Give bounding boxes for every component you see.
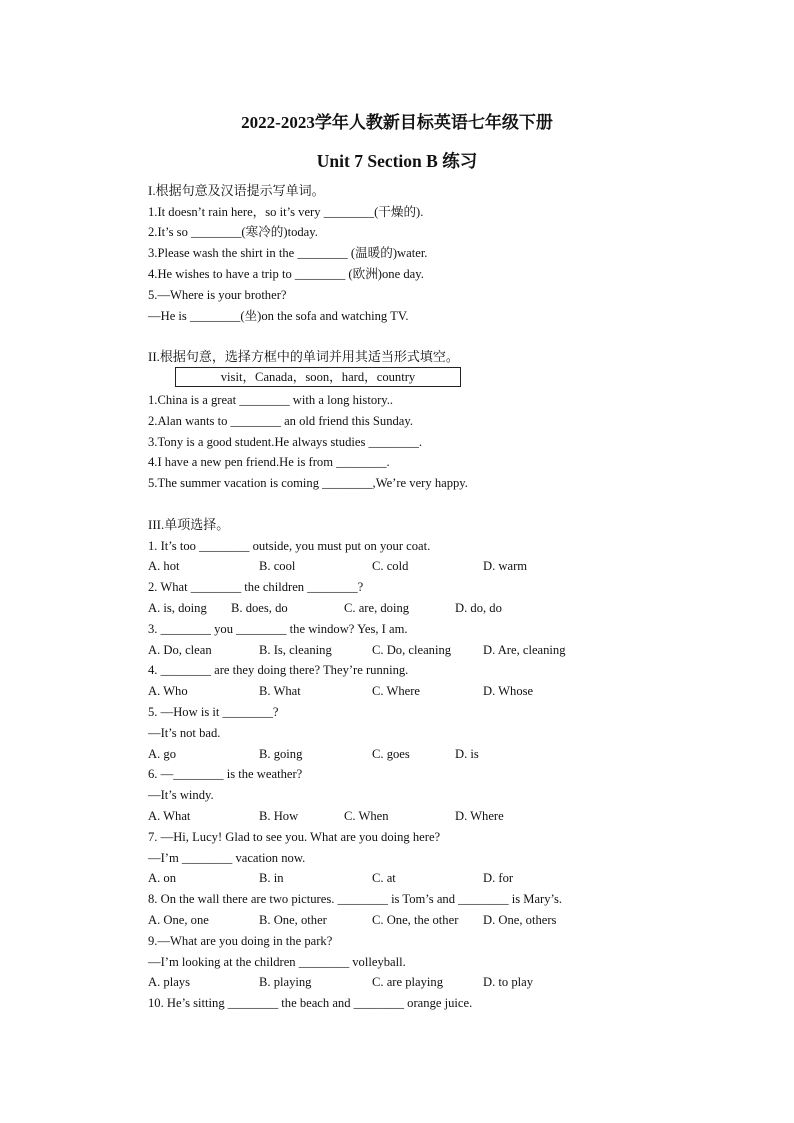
part2-heading: II.根据句意，选择方框中的单词并用其适当形式填空。 [148, 349, 459, 364]
question-8-option-d: D. One, others [483, 913, 557, 927]
question-7-option-d: D. for [483, 871, 514, 885]
part1-heading: I.根据句意及汉语提示写单词。 [148, 183, 325, 198]
question-9-option-c: C. are playing [372, 975, 443, 989]
question-5-stem: 5. —How is it ________? [148, 705, 279, 719]
question-6-option-b: B. How [259, 809, 299, 823]
word-box: visit，Canada，soon，hard，country [175, 367, 461, 387]
question-2-option-c: C. are, doing [344, 601, 410, 615]
question-6-option-c: C. When [344, 809, 389, 823]
part2-item-2: 2.Alan wants to ________ an old friend this Sunday. [148, 414, 414, 428]
question-5-option-d: D. is [455, 747, 479, 761]
question-2-option-a: A. is, doing [148, 601, 207, 615]
question-7-option-b: B. in [259, 871, 284, 885]
question-9-option-b: B. playing [259, 975, 312, 989]
question-3-option-d: D. Are, cleaning [483, 643, 566, 657]
question-7-option-c: C. at [372, 871, 396, 885]
worksheet-subtitle: Unit 7 Section B 练习 [316, 151, 478, 171]
question-1-option-c: C. cold [372, 559, 409, 573]
worksheet-title: 2022-2023学年人教新目标英语七年级下册 [241, 113, 553, 132]
question-3-option-a: A. Do, clean [148, 643, 212, 657]
part1-item-3: 3.Please wash the shirt in the ________ (温暖的)water. [148, 246, 428, 260]
part2-item-4: 4.I have a new pen friend.He is from ________. [148, 455, 390, 469]
question-9-stem: 9.—What are you doing in the park? [148, 934, 333, 948]
question-1-option-a: A. hot [148, 559, 180, 573]
question-3-option-b: B. Is, cleaning [259, 643, 332, 657]
part2-item-3: 3.Tony is a good student.He always studies ________. [148, 435, 423, 449]
part1-item-4: 4.He wishes to have a trip to ________ (欧洲)one day. [148, 267, 424, 281]
part1-item-5-answer: —He is ________(坐)on the sofa and watching TV. [148, 309, 409, 323]
question-4-option-a: A. Who [148, 684, 188, 698]
part2-item-5: 5.The summer vacation is coming ________,We’re very happy. [148, 476, 468, 490]
question-7-stem: 7. —Hi, Lucy! Glad to see you. What are you doing here? [148, 830, 441, 844]
question-9-option-d: D. to play [483, 975, 534, 989]
part1-item-2: 2.It’s so ________(寒冷的)today. [148, 225, 318, 239]
question-9-reply: —I’m looking at the children ________ volleyball. [148, 955, 406, 969]
question-4-stem: 4. ________ are they doing there? They’re running. [148, 663, 409, 677]
question-2-stem: 2. What ________ the children ________? [148, 580, 364, 594]
question-10-stem: 10. He’s sitting ________ the beach and ________ orange juice. [148, 996, 473, 1010]
question-6-option-a: A. What [148, 809, 191, 823]
question-8-option-b: B. One, other [259, 913, 327, 927]
question-8-option-a: A. One, one [148, 913, 209, 927]
question-1-option-d: D. warm [483, 559, 528, 573]
question-5-reply: —It’s not bad. [148, 726, 221, 740]
part2-item-1: 1.China is a great ________ with a long history.. [148, 393, 394, 407]
question-2-option-d: D. do, do [455, 601, 502, 615]
question-1-stem: 1. It’s too ________ outside, you must put on your coat. [148, 539, 431, 553]
question-5-option-a: A. go [148, 747, 176, 761]
question-7-option-a: A. on [148, 871, 176, 885]
question-5-option-b: B. going [259, 747, 303, 761]
question-3-stem: 3. ________ you ________ the window? Yes, I am. [148, 622, 408, 636]
question-4-option-d: D. Whose [483, 684, 534, 698]
question-2-option-b: B. does, do [231, 601, 288, 615]
part1-item-5: 5.—Where is your brother? [148, 288, 287, 302]
question-8-option-c: C. One, the other [372, 913, 459, 927]
question-6-reply: —It’s windy. [148, 788, 214, 802]
question-6-stem: 6. —________ is the weather? [148, 767, 303, 781]
question-4-option-c: C. Where [372, 684, 421, 698]
question-3-option-c: C. Do, cleaning [372, 643, 452, 657]
question-4-option-b: B. What [259, 684, 301, 698]
part3-heading: III.单项选择。 [148, 517, 230, 532]
question-6-option-d: D. Where [455, 809, 504, 823]
question-5-option-c: C. goes [372, 747, 410, 761]
question-7-reply: —I’m ________ vacation now. [148, 851, 306, 865]
question-1-option-b: B. cool [259, 559, 296, 573]
question-9-option-a: A. plays [148, 975, 190, 989]
question-8-stem: 8. On the wall there are two pictures. ________ is Tom’s and ________ is Mary’s. [148, 892, 563, 906]
part1-item-1: 1.It doesn’t rain here，so it’s very ________(干燥的). [148, 205, 424, 219]
